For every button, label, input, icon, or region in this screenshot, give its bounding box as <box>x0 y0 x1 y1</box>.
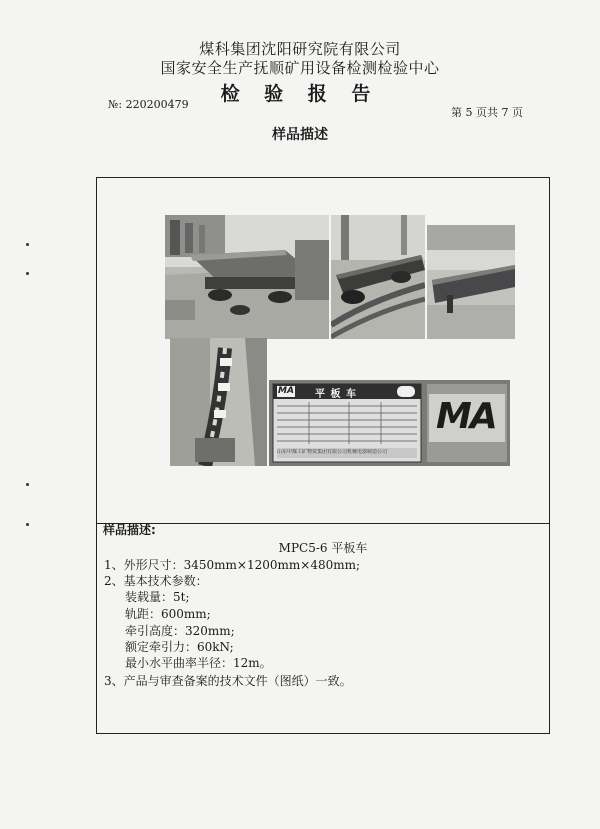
nameplate-big-logo: MA <box>436 396 496 437</box>
nameplate-title: 平 板 车 <box>315 389 357 400</box>
organization-name: 煤科集团沈阳研究院有限公司 <box>199 40 401 58</box>
photo-area <box>97 178 549 524</box>
product-model: MPC5-6 平板车 <box>278 541 368 555</box>
page-info: 第 5 页共 7 页 <box>451 106 523 119</box>
param-traction-height: 牵引高度：320mm; <box>125 624 235 638</box>
nameplate-logo: MA <box>278 386 294 396</box>
flatcar-photo-side <box>427 225 515 339</box>
param-curve-radius: 最小水平曲率半径：12m。 <box>125 656 272 670</box>
param-load: 装载量：5t; <box>125 590 190 604</box>
dimensions-line: 1、外形尺寸：3450mm×1200mm×480mm; <box>104 558 361 572</box>
report-title: 检 验 报 告 <box>220 83 380 105</box>
flatcar-photo-track <box>331 215 425 339</box>
scan-dot <box>26 243 29 246</box>
rail-curve-photo <box>170 338 267 466</box>
param-traction-force: 额定牵引力：60kN; <box>125 640 234 654</box>
nameplate-maker: 山东中煤工矿物资集团有限公司机械电器制造公司 <box>277 449 388 455</box>
conformity-line: 3、产品与审查备案的技术文件（图纸）一致。 <box>104 674 352 688</box>
param-gauge: 轨距：600mm; <box>125 607 211 621</box>
scan-dot <box>26 523 29 526</box>
sample-description-box <box>96 177 550 734</box>
flatcar-photo-workshop <box>165 215 329 339</box>
center-name: 国家安全生产抚顺矿用设备检测检验中心 <box>160 59 440 77</box>
report-number: №: 220200479 <box>108 98 189 111</box>
nameplate-photo <box>269 380 510 466</box>
description-label: 样品描述: <box>103 523 156 537</box>
tech-params-heading: 2、基本技术参数： <box>104 574 208 588</box>
scan-dot <box>26 483 29 486</box>
section-title: 样品描述 <box>272 127 328 143</box>
scan-dot <box>26 272 29 275</box>
